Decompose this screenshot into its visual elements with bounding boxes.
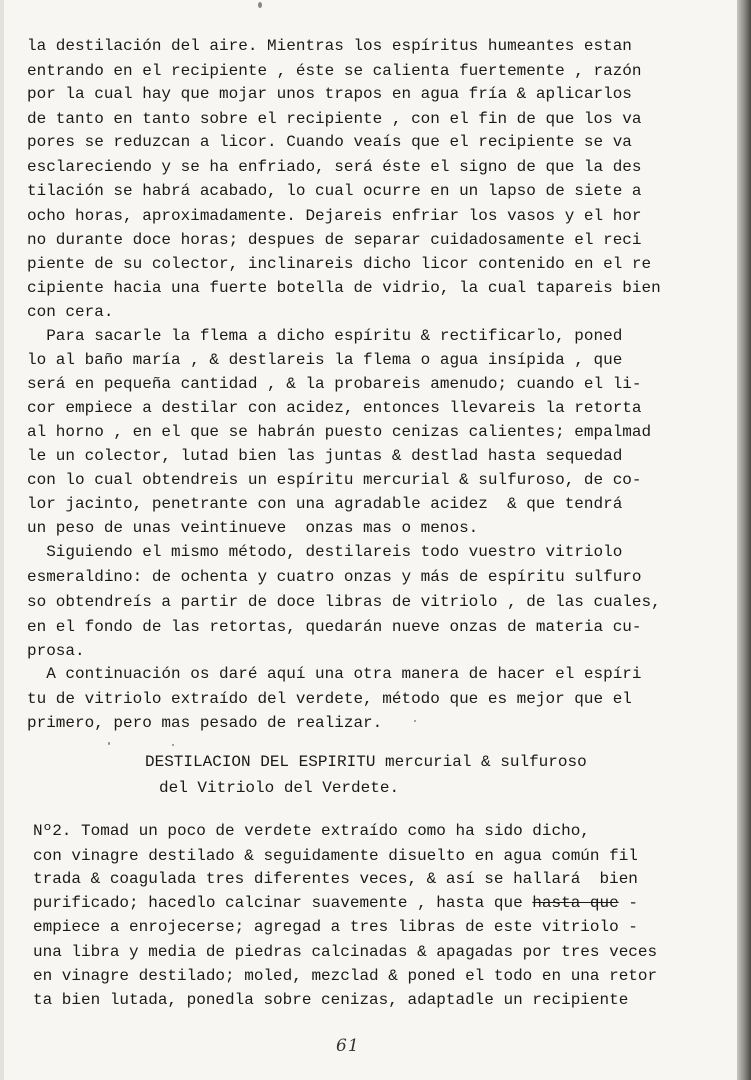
text-line: prosa. [27, 642, 85, 660]
text-line: con cera. [27, 303, 114, 321]
scan-right-edge [737, 0, 751, 1080]
text-line: primero, pero mas pesado de realizar. [27, 714, 383, 732]
text-line: so obtendreís a partir de doce libras de vitriolo , de las cuales, [27, 593, 661, 611]
text-line: ta bien lutada, ponedla sobre cenizas, adaptadle un recipiente [33, 991, 629, 1009]
text-line: Nº2. Tomad un poco de verdete extraído como ha sido dicho, [33, 822, 590, 840]
text-line: lor jacinto, penetrante con una agradable acidez & que tendrá [27, 495, 623, 513]
text-line: en vinagre destilado; moled, mezclad & poned el todo en una retor [33, 967, 658, 985]
text-line: ocho horas, aproximadamente. Dejareis enfriar los vasos y el hor [27, 207, 642, 225]
struck-text: hasta que [532, 894, 619, 912]
scan-left-edge [0, 0, 4, 1080]
page-number: 61 [336, 1036, 360, 1056]
text-line: trada & coagulada tres diferentes veces, & así se hallará bien [33, 870, 638, 888]
text-line: entrando en el recipiente , éste se calienta fuertemente , razón [27, 62, 642, 80]
text-line: una libra y media de piedras calcinadas & apagadas por tres veces [33, 943, 658, 961]
text-line: lo al baño maría , & destlareis la flema o agua insípida , que [27, 351, 623, 369]
text-line: empiece a enrojecerse; agregad a tres libras de este vitriolo - [33, 918, 638, 936]
text-line: por la cual hay que mojar unos trapos en agua fría & aplicarlos [27, 85, 632, 103]
text-line: pores se reduzcan a licor. Cuando veaís que el recipiente se va [27, 133, 632, 151]
text-line: en el fondo de las retortas, quedarán nueve onzas de materia cu- [27, 618, 642, 636]
text-line-with-strikeout [33, 893, 638, 913]
text-line: la destilación del aire. Mientras los espíritus humeantes estan [27, 37, 632, 55]
text-line: con lo cual obtendreis un espíritu mercurial & sulfuroso, de co- [27, 471, 642, 489]
scan-blot [108, 742, 110, 745]
text-line: A continuación os daré aquí una otra manera de hacer el espíri [27, 665, 642, 683]
text-line: le un colector, lutad bien las juntas & destlad hasta sequedad [27, 447, 623, 465]
text-line: Siguiendo el mismo método, destilareis todo vuestro vitriolo [27, 543, 623, 561]
scan-blot [414, 720, 416, 722]
text-line: será en pequeña cantidad , & la probareis amenudo; cuando el li- [27, 375, 642, 393]
text-line: Para sacarle la flema a dicho espíritu & rectificarlo, poned [27, 327, 623, 345]
text-line: tilación se habrá acabado, lo cual ocurre en un lapso de siete a [27, 182, 642, 200]
text-line: de tanto en tanto sobre el recipiente , con el fin de que los va [27, 110, 642, 128]
heading-line: del Vitriolo del Verdete. [159, 779, 400, 797]
text-line: esmeraldino: de ochenta y cuatro onzas y más de espíritu sulfuro [27, 568, 642, 586]
text-line: cor empiece a destilar con acidez, entonces llevareis la retorta [27, 399, 642, 417]
text-line: cipiente hacia una fuerte botella de vidrio, la cual tapareis bien [27, 279, 661, 297]
text-line: con vinagre destilado & seguidamente disuelto en agua común fil [33, 847, 638, 865]
text-line: al horno , en el que se habrán puesto cenizas calientes; empalmad [27, 423, 652, 441]
text-segment: purificado; hacedlo calcinar suavemente , hasta que [33, 894, 523, 912]
scan-blot [258, 2, 262, 8]
text-line: no durante doce horas; despues de separar cuidadosamente el reci [27, 231, 642, 249]
scan-blot [172, 744, 174, 746]
text-line: esclareciendo y se ha enfriado, será éste el signo de que la des [27, 158, 642, 176]
text-line: tu de vitriolo extraído del verdete, método que es mejor que el [27, 690, 632, 708]
text-line: un peso de unas veintinueve onzas mas o menos. [27, 519, 479, 537]
text-line: piente de su colector, inclinareis dicho licor contenido en el re [27, 255, 652, 273]
text-segment: - [618, 894, 638, 912]
heading-line: DESTILACION DEL ESPIRITU mercurial & sulfuroso [145, 753, 587, 771]
